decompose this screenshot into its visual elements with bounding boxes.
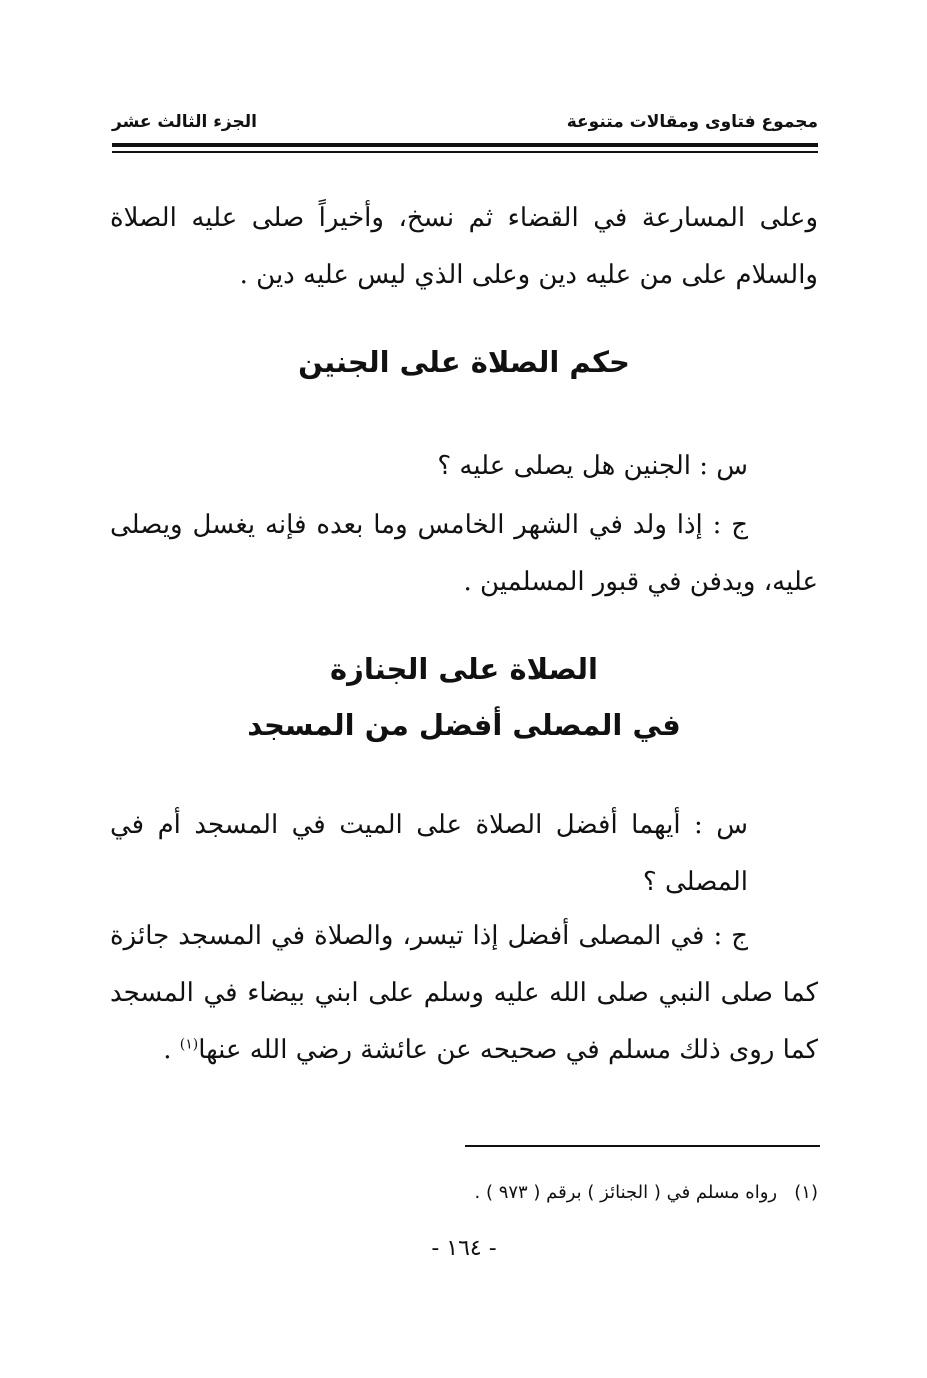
header-rule-thin [112, 151, 818, 153]
section2-answer-end: . [163, 1035, 180, 1065]
page-number: - ١٦٤ - [431, 1236, 497, 1261]
volume-label: الجزء الثالث عشر [112, 112, 257, 132]
footnote [110, 1182, 818, 1203]
section2-answer [110, 908, 818, 1079]
section2-question: س : أيهما أفضل الصلاة على الميت في المسجد أم في المصلى ؟ [110, 810, 748, 897]
book-title: مجموع فتاوى ومقالات متنوعة [566, 112, 818, 132]
footnote-reference: (١) [179, 1036, 199, 1053]
intro-paragraph: وعلى المسارعة في القضاء ثم نسخ، وأخيراً صلى عليه الصلاة والسلام على من عليه دين وعلى الذي ليس عليه دين . [110, 203, 818, 290]
section1-answer: ج : إذا ولد في الشهر الخامس وما بعده فإنه يغسل ويصلى عليه، ويدفن في قبور المسلمين . [110, 510, 818, 597]
footnote-marker: (١) [794, 1182, 818, 1203]
running-header [112, 112, 818, 132]
section2-answer-text: ج : في المصلى أفضل إذا تيسر، والصلاة في المسجد جائزة كما صلى النبي صلى الله عليه وسلم على ابني بيضاء في المسجد كما روى ذلك مسلم في صحيحه عن عائشة رضي الله عنها [110, 921, 818, 1065]
footnote-text: رواه مسلم في ( الجنائز ) برقم ( ٩٧٣ ) . [474, 1182, 778, 1203]
section2-title-line2: في المصلى أفضل من المسجد [247, 708, 681, 742]
section2-title-line1: الصلاة على الجنازة [330, 652, 598, 686]
section1-title: حكم الصلاة على الجنين [298, 345, 630, 379]
footnote-separator [465, 1145, 820, 1147]
section1-question: س : الجنين هل يصلى عليه ؟ [437, 451, 748, 481]
header-rule-thick [112, 143, 818, 147]
